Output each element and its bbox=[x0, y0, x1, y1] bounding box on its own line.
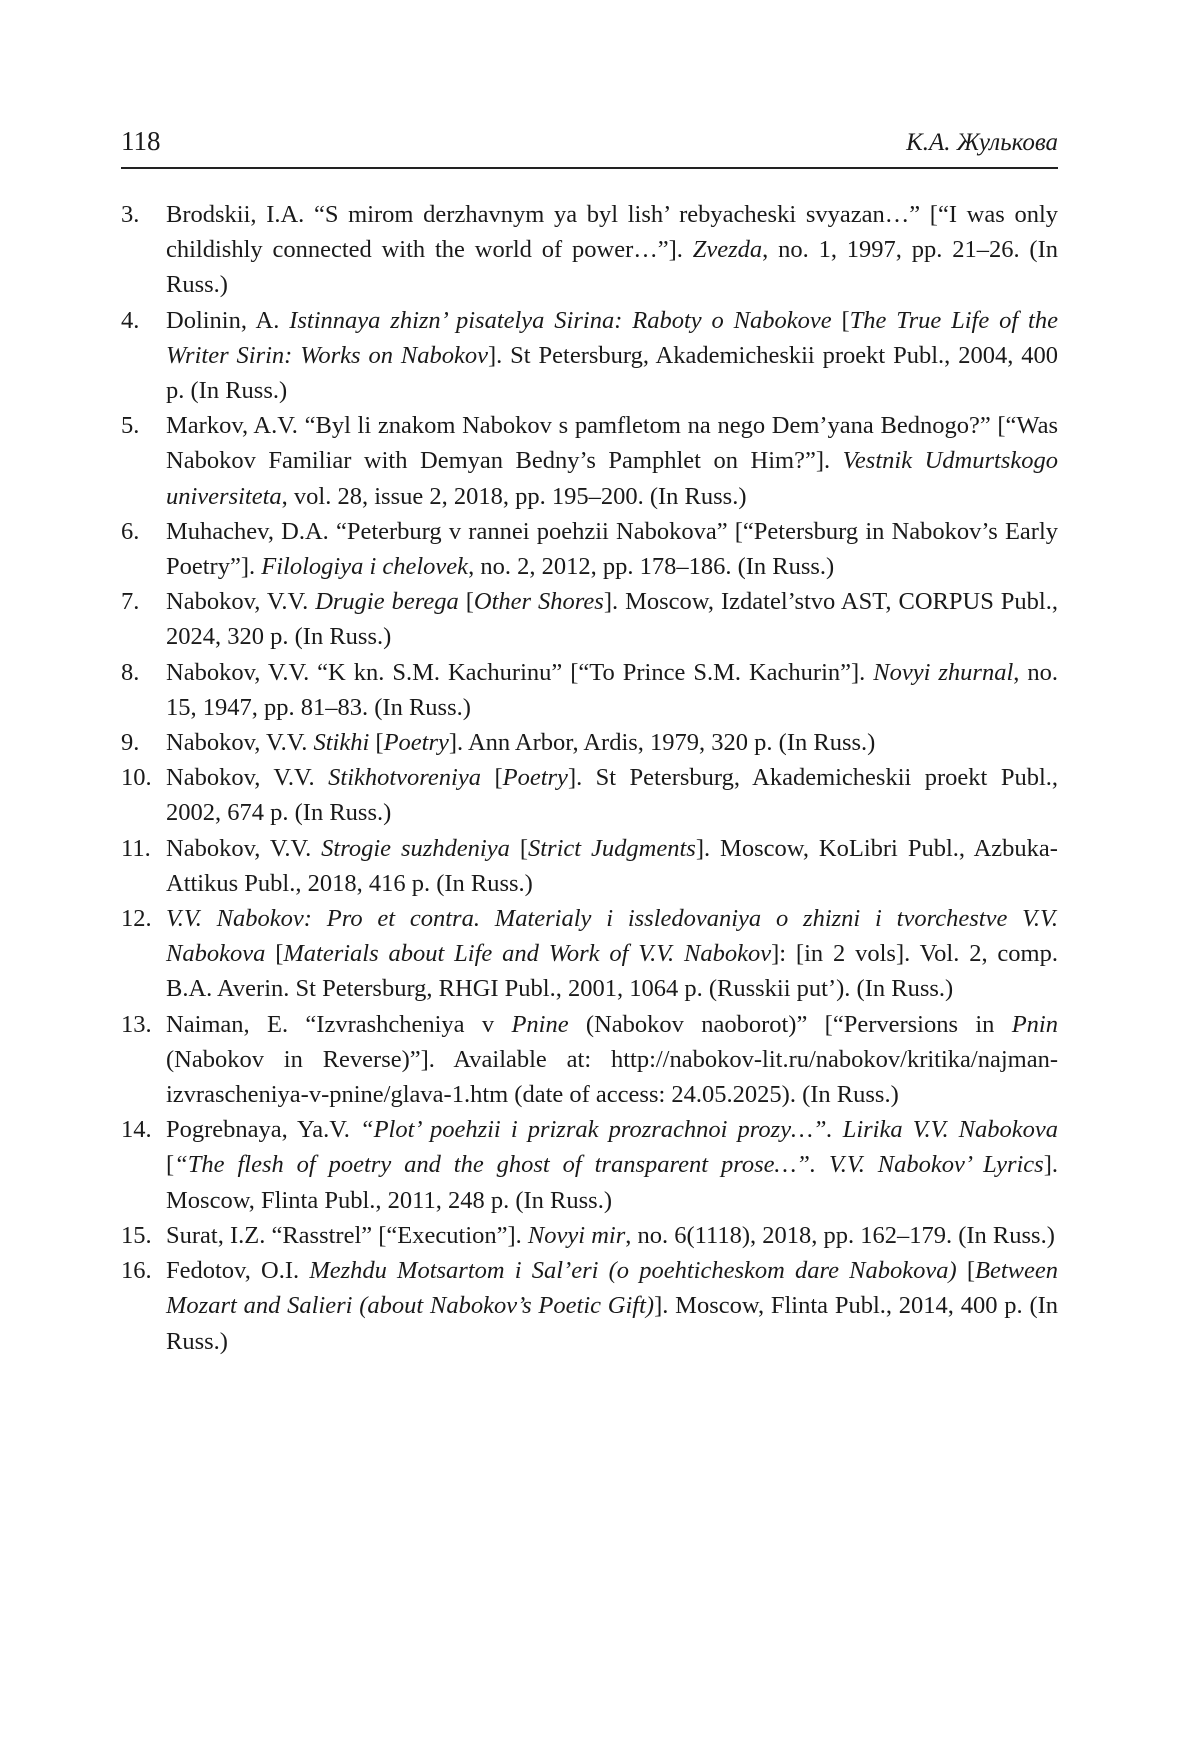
reference-text-run: [ bbox=[956, 1257, 975, 1285]
reference-text bbox=[166, 725, 1058, 760]
reference-text bbox=[166, 1253, 1058, 1359]
reference-text-run: ]. St Petersburg, Akademicheskii proekt Publ., 2004, 400 p. (In Russ.) bbox=[166, 341, 1058, 405]
reference-text bbox=[166, 408, 1058, 514]
reference-text-run: Naiman, E. “Izvrashcheniya v bbox=[166, 1010, 512, 1038]
reference-text-run: ]: [in 2 vols]. Vol. 2, comp. B.A. Averin. St Petersburg, RHGI Publ., 2001, 1064 p. (Russkii put’). (In Russ.) bbox=[166, 940, 1058, 1003]
reference-text-run: Surat, I.Z. “Rasstrel” [“Execution”]. bbox=[166, 1221, 528, 1249]
reference-text-run: ]. St Petersburg, Akademicheskii proekt Publ., 2002, 674 p. (In Russ.) bbox=[166, 764, 1058, 827]
reference-number: 14. bbox=[121, 1116, 152, 1144]
reference-title-italic: Stikhotvoreniya bbox=[328, 764, 481, 792]
reference-number: 5. bbox=[121, 412, 140, 440]
reference-item bbox=[121, 303, 1058, 409]
reference-text-run: Muhachev, D.A. “Peterburg v rannei poehzii Nabokova” [“Petersburg in Nabokov’s Early Poetry”]. bbox=[166, 517, 1058, 581]
reference-title-italic: Drugie berega bbox=[315, 588, 459, 616]
reference-title-italic: Istinnaya zhizn’ pisatelya Sirina: Raboty o Nabokove bbox=[289, 306, 832, 334]
reference-text bbox=[166, 197, 1058, 303]
reference-text-run: [ bbox=[265, 940, 284, 968]
reference-title-italic: The True Life of the Writer Sirin: Works on Nabokov bbox=[166, 306, 1058, 369]
reference-text-run: Nabokov, V.V. bbox=[166, 588, 316, 616]
reference-title-italic: Poetry bbox=[383, 729, 449, 757]
reference-list bbox=[121, 197, 1058, 1359]
reference-text-run: [ bbox=[458, 588, 474, 616]
reference-title-italic: Filologiya i chelovek bbox=[261, 553, 469, 581]
reference-text-run: Nabokov, V.V. bbox=[166, 834, 322, 862]
reference-text bbox=[166, 760, 1058, 830]
reference-text-run: Brodskii, I.A. “S mirom derzhavnym ya byl lish’ rebyacheski svyazan…” [“I was only childishly connected with the world of power…”]. bbox=[166, 201, 1058, 264]
reference-title-italic: “Plot’ poehzii i prizrak prozrachnoi prozy…”. Lirika V.V. Nabokova bbox=[359, 1116, 1059, 1144]
reference-title-italic: Zvezda bbox=[692, 236, 763, 264]
reference-title-italic: Stikhi bbox=[313, 729, 370, 757]
reference-text-run: (Nabokov in Reverse)”]. Available at: http://nabokov-lit.ru/nabokov/kritika/najman-izvrascheniya-v-pnine/glava-1.htm (date of access: 24.05.2025). (In Russ.) bbox=[166, 1045, 1058, 1109]
reference-title-italic: Novyi zhurnal bbox=[873, 658, 1014, 686]
reference-title-italic: Pnine bbox=[511, 1010, 569, 1038]
reference-text-run: Markov, A.V. “Byl li znakom Nabokov s pamfletom na nego Dem’yana Bednogo?” [“Was Nabokov Familiar with Demyan Bedny’s Pamphlet on Him?”]. bbox=[166, 412, 1058, 475]
reference-title-italic: Vestnik Udmurtskogo universiteta bbox=[166, 447, 1058, 510]
reference-item bbox=[121, 760, 1058, 830]
reference-item bbox=[121, 1218, 1058, 1253]
reference-text bbox=[166, 584, 1058, 654]
reference-text-run: ]. Moscow, Izdatel’stvo AST, CORPUS Publ., 2024, 320 p. (In Russ.) bbox=[166, 588, 1058, 651]
reference-text-run: ]. Moscow, KoLibri Publ., Azbuka-Attikus Publ., 2018, 416 p. (In Russ.) bbox=[166, 834, 1058, 897]
reference-title-italic: V.V. Nabokov: Pro et contra. Materialy i issledovaniya o zhizni i tvorchestve V.V. Nabokova bbox=[166, 905, 1058, 968]
reference-title-italic: Novyi mir bbox=[527, 1221, 626, 1249]
reference-text-run: Nabokov, V.V. bbox=[166, 764, 329, 792]
reference-number: 13. bbox=[121, 1010, 152, 1038]
reference-text-run: , no. 6(1118), 2018, pp. 162–179. (In Russ.) bbox=[625, 1221, 1055, 1249]
reference-text-run: Nabokov, V.V. bbox=[166, 729, 314, 757]
running-header bbox=[121, 126, 1058, 169]
reference-text bbox=[166, 1112, 1058, 1218]
reference-text-run: [ bbox=[166, 1151, 175, 1179]
reference-text-run: , no. 15, 1947, pp. 81–83. (In Russ.) bbox=[166, 658, 1059, 721]
reference-number: 11. bbox=[121, 834, 151, 862]
reference-text-run: , vol. 28, issue 2, 2018, pp. 195–200. (In Russ.) bbox=[281, 482, 747, 510]
reference-text-run: Dolinin, A. bbox=[166, 306, 290, 334]
reference-item bbox=[121, 1112, 1058, 1218]
reference-number: 8. bbox=[121, 658, 140, 686]
reference-text bbox=[166, 1007, 1058, 1113]
page-number: 118 bbox=[121, 126, 161, 156]
reference-item bbox=[121, 831, 1058, 901]
reference-title-italic: Other Shores bbox=[473, 588, 604, 616]
reference-text-run: ]. Moscow, Flinta Publ., 2014, 400 p. (In Russ.) bbox=[166, 1292, 1059, 1355]
reference-text-run: Pogrebnaya, Ya.V. bbox=[166, 1116, 360, 1144]
reference-text-run: Fedotov, O.I. bbox=[166, 1257, 310, 1285]
reference-text bbox=[166, 655, 1058, 725]
running-head-author: К.А. Жулькова bbox=[906, 129, 1058, 156]
reference-text bbox=[166, 514, 1058, 584]
reference-text bbox=[166, 1218, 1058, 1253]
reference-item bbox=[121, 408, 1058, 514]
reference-text-run: , no. 1, 1997, pp. 21–26. (In Russ.) bbox=[166, 236, 1058, 299]
reference-number: 10. bbox=[121, 764, 152, 792]
reference-text-run: ]. Moscow, Flinta Publ., 2011, 248 p. (In Russ.) bbox=[166, 1151, 1058, 1214]
reference-item bbox=[121, 655, 1058, 725]
reference-title-italic: Strogie suzhdeniya bbox=[321, 834, 510, 862]
reference-title-italic: “The flesh of poetry and the ghost of transparent prose…”. V.V. Nabokov’ Lyrics bbox=[174, 1151, 1044, 1179]
reference-item bbox=[121, 197, 1058, 303]
reference-item bbox=[121, 725, 1058, 760]
reference-number: 4. bbox=[121, 306, 140, 334]
reference-number: 9. bbox=[121, 729, 140, 757]
reference-title-italic: Between Mozart and Salieri (about Nabokov’s Poetic Gift) bbox=[166, 1257, 1058, 1320]
reference-number: 3. bbox=[121, 201, 140, 228]
reference-text-run: [ bbox=[481, 764, 503, 792]
reference-title-italic: Materials about Life and Work of V.V. Nabokov bbox=[283, 940, 772, 968]
reference-text bbox=[166, 303, 1058, 409]
reference-text-run: [ bbox=[509, 834, 528, 862]
reference-text bbox=[166, 831, 1058, 901]
reference-title-italic: Pnin bbox=[1011, 1010, 1058, 1038]
reference-text bbox=[166, 901, 1058, 1007]
reference-title-italic: Strict Judgments bbox=[527, 834, 696, 862]
reference-title-italic: Poetry bbox=[502, 764, 568, 792]
reference-item bbox=[121, 584, 1058, 654]
reference-item bbox=[121, 514, 1058, 584]
reference-text-run: [ bbox=[831, 306, 850, 334]
reference-text-run: , no. 2, 2012, pp. 178–186. (In Russ.) bbox=[468, 553, 835, 581]
reference-number: 16. bbox=[121, 1257, 152, 1285]
reference-number: 6. bbox=[121, 517, 140, 545]
reference-text-run: [ bbox=[369, 729, 384, 757]
reference-text-run: ]. Ann Arbor, Ardis, 1979, 320 p. (In Russ.) bbox=[448, 729, 876, 757]
reference-title-italic: Mezhdu Motsartom i Sal’eri (o poehticheskom dare Nabokova) bbox=[309, 1257, 957, 1285]
reference-item bbox=[121, 901, 1058, 1007]
reference-text-run: Nabokov, V.V. “K kn. S.M. Kachurinu” [“To Prince S.M. Kachurin”]. bbox=[166, 658, 874, 686]
reference-text-run: (Nabokov naoborot)” [“Perversions in bbox=[568, 1010, 1012, 1038]
reference-item bbox=[121, 1007, 1058, 1113]
reference-number: 12. bbox=[121, 905, 152, 933]
page bbox=[121, 126, 1058, 1359]
reference-number: 15. bbox=[121, 1221, 152, 1249]
reference-item bbox=[121, 1253, 1058, 1359]
reference-number: 7. bbox=[121, 588, 140, 616]
